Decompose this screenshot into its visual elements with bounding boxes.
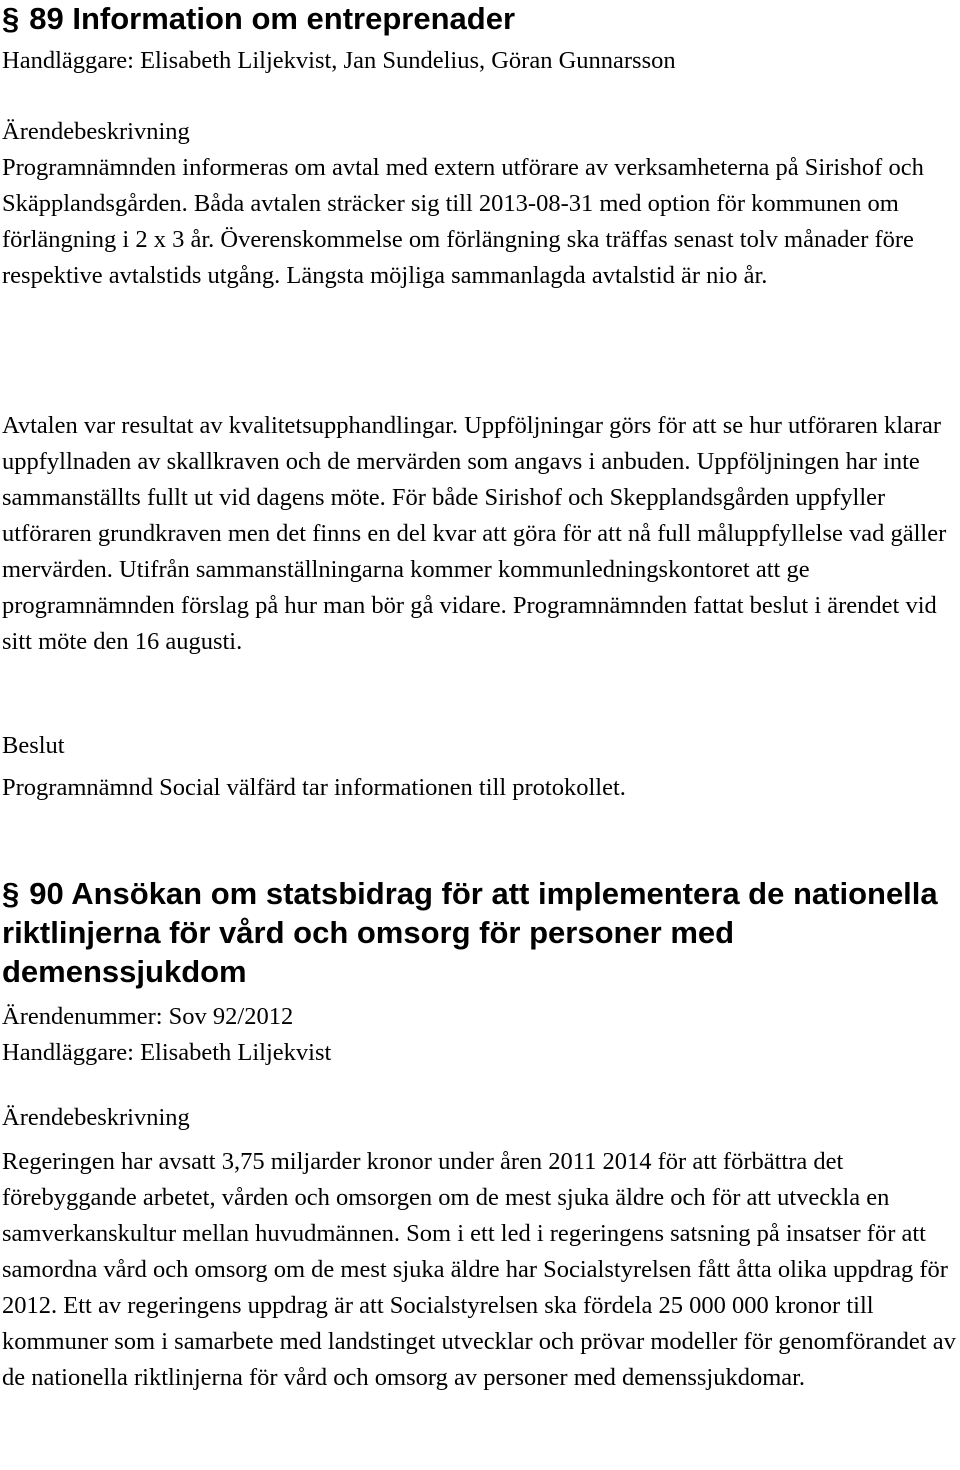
section-89-beslut-label: Beslut xyxy=(2,732,65,759)
section-89-beslut-text: Programnämnd Social välfärd tar informationen till protokollet. xyxy=(2,774,626,801)
section-90-arendebeskrivning-label: Ärendebeskrivning xyxy=(2,1104,190,1131)
section-89-arendebeskrivning-label: Ärendebeskrivning xyxy=(2,118,190,145)
paragraph-sign-icon: § xyxy=(2,1,20,36)
section-89-handlaggare: Handläggare: Elisabeth Liljekvist, Jan Sundelius, Göran Gunnarsson xyxy=(2,47,676,74)
section-90-arendenummer: Ärendenummer: Sov 92/2012 xyxy=(2,1003,294,1030)
section-90-description-p1: Regeringen har avsatt 3,75 miljarder kronor under åren 2011 2014 för att förbättra det förebyggande arbetet, vården och omsorgen om de mest sjuka äldre och för att utveckla en samverkanskultur mellan huvudmännen. Som i ett led i regeringens satsning på insatser för att samordna vård och omsorg om de mest sjuka äldre har Socialstyrelsen fått åtta olika uppdrag för 2012. Ett av regeringens uppdrag är att Socialstyrelsen ska fördela 25 000 000 kronor till kommuner som i samarbete med landstinget utvecklar och prövar modeller för genomförandet av de nationella riktlinjerna för vård och omsorg av personer med demenssjukdomar. xyxy=(2,1148,956,1391)
section-89-description-p2: Avtalen var resultat av kvalitetsupphandlingar. Uppföljningar görs för att se hur utföraren klarar uppfyllnaden av skallkraven och de mervärden som angavs i anbuden. Uppföljningen har inte sammanställts fullt ut vid dagens möte. För både Sirishof och Skepplandsgården uppfyller utföraren grundkraven men det finns en del kvar att göra för att nå full måluppfyllelse vad gäller mervärden. Utifrån sammanställningarna kommer kommunledningskontoret att ge programnämnden förslag på hur man bör gå vidare. Programnämnden fattat beslut i ärendet vid sitt möte den 16 augusti. xyxy=(2,412,947,655)
section-90-arendebeskrivning xyxy=(0,1100,960,1396)
section-89-beslut xyxy=(0,728,960,806)
section-90 xyxy=(0,874,960,1071)
section-90-title: 90 Ansökan om statsbidrag för att implementera de nationella riktlinjerna för vård och omsorg för personer med demenssjukdom xyxy=(2,876,938,989)
paragraph-sign-icon: § xyxy=(2,876,20,911)
section-89 xyxy=(0,0,960,79)
section-89-heading xyxy=(0,0,960,38)
section-89-description-block-2 xyxy=(0,408,960,660)
section-90-heading xyxy=(0,874,960,991)
section-89-title: 89 Information om entreprenader xyxy=(29,1,516,36)
section-89-description-p1: Programnämnden informeras om avtal med extern utförare av verksamheterna på Sirishof och Skäpplandsgården. Båda avtalen sträcker sig till 2013-08-31 med option för kommunen om förlängning i 2 x 3 år. Överenskommelse om förlängning ska träffas senast tolv månader före respektive avtalstids utgång. Längsta möjliga sammanlagda avtalstid är nio år. xyxy=(2,154,924,289)
section-90-handlaggare: Handläggare: Elisabeth Liljekvist xyxy=(2,1039,332,1066)
section-89-arendebeskrivning xyxy=(0,114,960,294)
